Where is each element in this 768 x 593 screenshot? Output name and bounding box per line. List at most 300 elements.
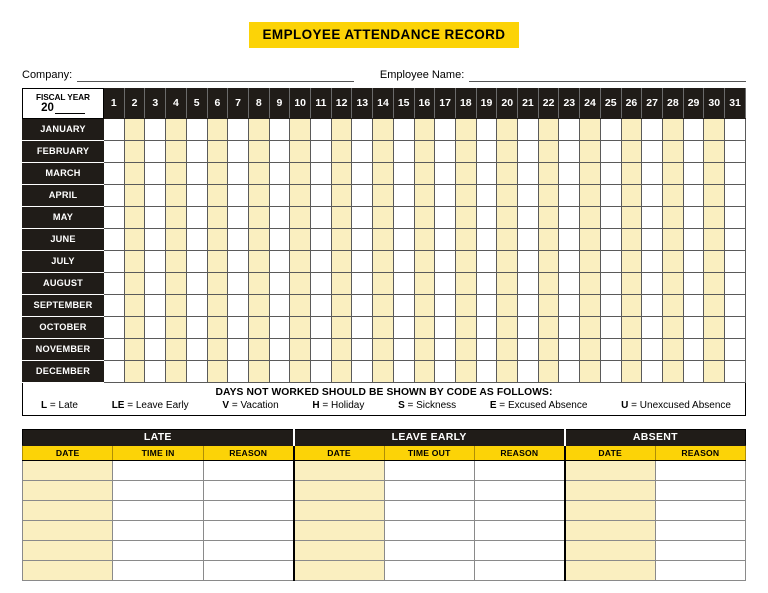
attendance-cell[interactable] (538, 272, 559, 294)
attendance-cell[interactable] (538, 184, 559, 206)
attendance-cell[interactable] (600, 140, 621, 162)
attendance-cell[interactable] (331, 184, 352, 206)
attendance-cell[interactable] (104, 140, 125, 162)
attendance-cell[interactable] (621, 360, 642, 382)
attendance-cell[interactable] (104, 338, 125, 360)
attendance-cell[interactable] (538, 250, 559, 272)
detail-cell[interactable] (474, 500, 564, 520)
attendance-cell[interactable] (311, 338, 332, 360)
attendance-cell[interactable] (642, 228, 663, 250)
attendance-cell[interactable] (331, 228, 352, 250)
attendance-cell[interactable] (704, 140, 725, 162)
attendance-cell[interactable] (621, 272, 642, 294)
attendance-cell[interactable] (683, 118, 704, 140)
detail-cell[interactable] (23, 460, 113, 480)
detail-cell[interactable] (474, 560, 564, 580)
attendance-cell[interactable] (228, 250, 249, 272)
attendance-cell[interactable] (538, 140, 559, 162)
attendance-cell[interactable] (476, 162, 497, 184)
attendance-cell[interactable] (455, 206, 476, 228)
attendance-cell[interactable] (642, 250, 663, 272)
attendance-cell[interactable] (662, 316, 683, 338)
attendance-cell[interactable] (455, 360, 476, 382)
attendance-cell[interactable] (580, 316, 601, 338)
attendance-cell[interactable] (435, 118, 456, 140)
attendance-cell[interactable] (704, 294, 725, 316)
attendance-cell[interactable] (166, 316, 187, 338)
attendance-cell[interactable] (124, 184, 145, 206)
attendance-cell[interactable] (145, 294, 166, 316)
detail-cell[interactable] (384, 460, 474, 480)
attendance-cell[interactable] (497, 206, 518, 228)
attendance-cell[interactable] (497, 338, 518, 360)
detail-cell[interactable] (384, 500, 474, 520)
detail-cell[interactable] (294, 500, 384, 520)
detail-cell[interactable] (565, 460, 655, 480)
attendance-cell[interactable] (186, 316, 207, 338)
attendance-cell[interactable] (124, 294, 145, 316)
attendance-cell[interactable] (455, 228, 476, 250)
attendance-cell[interactable] (104, 162, 125, 184)
attendance-cell[interactable] (580, 140, 601, 162)
attendance-cell[interactable] (435, 228, 456, 250)
attendance-cell[interactable] (642, 360, 663, 382)
attendance-cell[interactable] (228, 272, 249, 294)
attendance-cell[interactable] (662, 118, 683, 140)
attendance-cell[interactable] (518, 316, 539, 338)
attendance-cell[interactable] (662, 338, 683, 360)
attendance-cell[interactable] (559, 206, 580, 228)
attendance-cell[interactable] (124, 140, 145, 162)
fiscal-year-cell[interactable] (23, 88, 104, 118)
attendance-cell[interactable] (124, 228, 145, 250)
attendance-cell[interactable] (166, 250, 187, 272)
attendance-cell[interactable] (166, 338, 187, 360)
attendance-cell[interactable] (518, 228, 539, 250)
attendance-cell[interactable] (373, 162, 394, 184)
fiscal-year-entry[interactable] (24, 102, 102, 114)
attendance-cell[interactable] (414, 118, 435, 140)
attendance-cell[interactable] (683, 338, 704, 360)
attendance-cell[interactable] (704, 272, 725, 294)
attendance-cell[interactable] (352, 338, 373, 360)
attendance-cell[interactable] (435, 316, 456, 338)
detail-cell[interactable] (384, 540, 474, 560)
attendance-cell[interactable] (559, 250, 580, 272)
attendance-cell[interactable] (269, 228, 290, 250)
attendance-cell[interactable] (435, 272, 456, 294)
attendance-cell[interactable] (476, 294, 497, 316)
attendance-cell[interactable] (725, 316, 746, 338)
attendance-cell[interactable] (186, 118, 207, 140)
attendance-cell[interactable] (373, 360, 394, 382)
detail-cell[interactable] (113, 560, 203, 580)
attendance-cell[interactable] (580, 118, 601, 140)
attendance-cell[interactable] (518, 206, 539, 228)
attendance-cell[interactable] (725, 140, 746, 162)
attendance-cell[interactable] (290, 162, 311, 184)
attendance-cell[interactable] (352, 316, 373, 338)
attendance-cell[interactable] (414, 294, 435, 316)
attendance-cell[interactable] (104, 184, 125, 206)
attendance-cell[interactable] (414, 228, 435, 250)
attendance-cell[interactable] (600, 338, 621, 360)
attendance-cell[interactable] (124, 162, 145, 184)
attendance-cell[interactable] (600, 184, 621, 206)
attendance-cell[interactable] (145, 360, 166, 382)
detail-cell[interactable] (384, 560, 474, 580)
attendance-cell[interactable] (725, 228, 746, 250)
attendance-cell[interactable] (248, 338, 269, 360)
attendance-cell[interactable] (704, 184, 725, 206)
attendance-cell[interactable] (104, 316, 125, 338)
attendance-cell[interactable] (704, 360, 725, 382)
attendance-cell[interactable] (518, 162, 539, 184)
attendance-cell[interactable] (311, 118, 332, 140)
detail-cell[interactable] (294, 520, 384, 540)
attendance-cell[interactable] (352, 360, 373, 382)
attendance-cell[interactable] (725, 272, 746, 294)
attendance-cell[interactable] (373, 184, 394, 206)
attendance-cell[interactable] (704, 250, 725, 272)
attendance-cell[interactable] (621, 118, 642, 140)
attendance-cell[interactable] (248, 140, 269, 162)
attendance-cell[interactable] (248, 118, 269, 140)
attendance-cell[interactable] (393, 338, 414, 360)
attendance-cell[interactable] (662, 184, 683, 206)
attendance-cell[interactable] (124, 250, 145, 272)
attendance-cell[interactable] (497, 162, 518, 184)
attendance-cell[interactable] (145, 162, 166, 184)
attendance-cell[interactable] (559, 316, 580, 338)
attendance-cell[interactable] (662, 228, 683, 250)
detail-cell[interactable] (565, 560, 655, 580)
attendance-cell[interactable] (124, 316, 145, 338)
attendance-cell[interactable] (373, 118, 394, 140)
attendance-cell[interactable] (248, 184, 269, 206)
attendance-cell[interactable] (104, 360, 125, 382)
attendance-cell[interactable] (186, 184, 207, 206)
attendance-cell[interactable] (311, 360, 332, 382)
attendance-cell[interactable] (145, 118, 166, 140)
detail-cell[interactable] (294, 480, 384, 500)
attendance-cell[interactable] (290, 140, 311, 162)
attendance-cell[interactable] (331, 206, 352, 228)
attendance-cell[interactable] (290, 250, 311, 272)
detail-cell[interactable] (23, 520, 113, 540)
detail-cell[interactable] (384, 480, 474, 500)
attendance-cell[interactable] (621, 294, 642, 316)
attendance-cell[interactable] (580, 206, 601, 228)
detail-cell[interactable] (294, 540, 384, 560)
attendance-cell[interactable] (518, 272, 539, 294)
attendance-cell[interactable] (290, 184, 311, 206)
attendance-cell[interactable] (124, 206, 145, 228)
attendance-cell[interactable] (497, 294, 518, 316)
attendance-cell[interactable] (393, 206, 414, 228)
attendance-cell[interactable] (248, 360, 269, 382)
detail-cell[interactable] (565, 520, 655, 540)
attendance-cell[interactable] (124, 272, 145, 294)
attendance-cell[interactable] (559, 272, 580, 294)
attendance-cell[interactable] (725, 184, 746, 206)
detail-cell[interactable] (294, 460, 384, 480)
attendance-cell[interactable] (269, 118, 290, 140)
attendance-cell[interactable] (518, 294, 539, 316)
attendance-cell[interactable] (683, 272, 704, 294)
attendance-cell[interactable] (352, 140, 373, 162)
attendance-cell[interactable] (725, 338, 746, 360)
attendance-cell[interactable] (497, 228, 518, 250)
attendance-cell[interactable] (435, 294, 456, 316)
attendance-cell[interactable] (269, 206, 290, 228)
detail-cell[interactable] (474, 480, 564, 500)
attendance-cell[interactable] (373, 206, 394, 228)
attendance-cell[interactable] (331, 360, 352, 382)
attendance-cell[interactable] (518, 250, 539, 272)
attendance-cell[interactable] (497, 250, 518, 272)
attendance-cell[interactable] (580, 228, 601, 250)
attendance-cell[interactable] (621, 184, 642, 206)
attendance-cell[interactable] (497, 118, 518, 140)
attendance-cell[interactable] (331, 250, 352, 272)
detail-cell[interactable] (23, 480, 113, 500)
attendance-cell[interactable] (207, 338, 228, 360)
attendance-cell[interactable] (269, 316, 290, 338)
attendance-cell[interactable] (704, 206, 725, 228)
attendance-cell[interactable] (166, 228, 187, 250)
attendance-cell[interactable] (290, 272, 311, 294)
attendance-cell[interactable] (725, 294, 746, 316)
attendance-cell[interactable] (186, 140, 207, 162)
attendance-cell[interactable] (248, 250, 269, 272)
detail-cell[interactable] (565, 500, 655, 520)
attendance-cell[interactable] (145, 228, 166, 250)
detail-cell[interactable] (113, 480, 203, 500)
attendance-cell[interactable] (559, 360, 580, 382)
attendance-cell[interactable] (662, 206, 683, 228)
detail-cell[interactable] (294, 560, 384, 580)
attendance-cell[interactable] (352, 228, 373, 250)
attendance-cell[interactable] (207, 272, 228, 294)
attendance-cell[interactable] (207, 162, 228, 184)
attendance-cell[interactable] (269, 140, 290, 162)
attendance-cell[interactable] (621, 162, 642, 184)
attendance-cell[interactable] (166, 162, 187, 184)
attendance-cell[interactable] (600, 250, 621, 272)
attendance-cell[interactable] (683, 316, 704, 338)
attendance-cell[interactable] (642, 294, 663, 316)
detail-cell[interactable] (655, 540, 745, 560)
attendance-cell[interactable] (269, 338, 290, 360)
attendance-cell[interactable] (455, 184, 476, 206)
attendance-cell[interactable] (145, 338, 166, 360)
attendance-cell[interactable] (725, 162, 746, 184)
attendance-cell[interactable] (393, 272, 414, 294)
attendance-cell[interactable] (248, 206, 269, 228)
attendance-cell[interactable] (393, 162, 414, 184)
attendance-cell[interactable] (559, 228, 580, 250)
attendance-cell[interactable] (621, 316, 642, 338)
attendance-cell[interactable] (124, 338, 145, 360)
attendance-cell[interactable] (207, 316, 228, 338)
attendance-cell[interactable] (600, 118, 621, 140)
attendance-cell[interactable] (683, 184, 704, 206)
detail-cell[interactable] (655, 560, 745, 580)
attendance-cell[interactable] (414, 206, 435, 228)
attendance-cell[interactable] (269, 360, 290, 382)
attendance-cell[interactable] (455, 272, 476, 294)
attendance-cell[interactable] (331, 118, 352, 140)
attendance-cell[interactable] (104, 118, 125, 140)
attendance-cell[interactable] (166, 118, 187, 140)
attendance-cell[interactable] (683, 294, 704, 316)
attendance-cell[interactable] (207, 206, 228, 228)
attendance-cell[interactable] (642, 272, 663, 294)
attendance-cell[interactable] (455, 294, 476, 316)
attendance-cell[interactable] (186, 206, 207, 228)
attendance-cell[interactable] (290, 338, 311, 360)
attendance-cell[interactable] (186, 360, 207, 382)
attendance-cell[interactable] (145, 206, 166, 228)
attendance-cell[interactable] (248, 294, 269, 316)
attendance-cell[interactable] (186, 162, 207, 184)
attendance-cell[interactable] (476, 316, 497, 338)
attendance-cell[interactable] (476, 184, 497, 206)
attendance-cell[interactable] (538, 228, 559, 250)
attendance-cell[interactable] (331, 140, 352, 162)
detail-cell[interactable] (655, 460, 745, 480)
attendance-cell[interactable] (248, 228, 269, 250)
attendance-cell[interactable] (311, 294, 332, 316)
attendance-cell[interactable] (580, 338, 601, 360)
attendance-cell[interactable] (683, 360, 704, 382)
attendance-cell[interactable] (435, 206, 456, 228)
attendance-cell[interactable] (518, 118, 539, 140)
attendance-cell[interactable] (228, 294, 249, 316)
attendance-cell[interactable] (352, 294, 373, 316)
detail-cell[interactable] (203, 480, 293, 500)
attendance-cell[interactable] (580, 294, 601, 316)
detail-cell[interactable] (113, 500, 203, 520)
attendance-cell[interactable] (269, 294, 290, 316)
attendance-cell[interactable] (104, 206, 125, 228)
attendance-cell[interactable] (497, 360, 518, 382)
attendance-cell[interactable] (455, 140, 476, 162)
attendance-cell[interactable] (207, 118, 228, 140)
attendance-cell[interactable] (476, 118, 497, 140)
attendance-cell[interactable] (269, 272, 290, 294)
attendance-cell[interactable] (393, 140, 414, 162)
attendance-cell[interactable] (621, 338, 642, 360)
attendance-cell[interactable] (269, 162, 290, 184)
attendance-cell[interactable] (435, 140, 456, 162)
attendance-cell[interactable] (642, 316, 663, 338)
attendance-cell[interactable] (455, 118, 476, 140)
attendance-cell[interactable] (393, 360, 414, 382)
attendance-cell[interactable] (104, 272, 125, 294)
attendance-cell[interactable] (228, 184, 249, 206)
attendance-cell[interactable] (642, 206, 663, 228)
attendance-cell[interactable] (642, 118, 663, 140)
attendance-cell[interactable] (642, 184, 663, 206)
attendance-cell[interactable] (497, 184, 518, 206)
attendance-cell[interactable] (393, 228, 414, 250)
attendance-cell[interactable] (393, 118, 414, 140)
attendance-cell[interactable] (704, 338, 725, 360)
attendance-cell[interactable] (228, 360, 249, 382)
attendance-cell[interactable] (518, 338, 539, 360)
attendance-cell[interactable] (311, 206, 332, 228)
detail-cell[interactable] (23, 500, 113, 520)
attendance-cell[interactable] (373, 140, 394, 162)
attendance-cell[interactable] (435, 338, 456, 360)
detail-cell[interactable] (23, 540, 113, 560)
fiscal-year-blank[interactable] (55, 102, 85, 114)
attendance-cell[interactable] (124, 118, 145, 140)
attendance-cell[interactable] (518, 360, 539, 382)
attendance-cell[interactable] (311, 272, 332, 294)
detail-cell[interactable] (203, 520, 293, 540)
detail-cell[interactable] (203, 500, 293, 520)
attendance-cell[interactable] (207, 140, 228, 162)
attendance-cell[interactable] (207, 294, 228, 316)
attendance-cell[interactable] (414, 140, 435, 162)
attendance-cell[interactable] (290, 118, 311, 140)
detail-cell[interactable] (474, 520, 564, 540)
attendance-cell[interactable] (559, 162, 580, 184)
attendance-cell[interactable] (662, 162, 683, 184)
attendance-cell[interactable] (621, 250, 642, 272)
attendance-cell[interactable] (683, 162, 704, 184)
attendance-cell[interactable] (331, 294, 352, 316)
attendance-cell[interactable] (290, 316, 311, 338)
attendance-cell[interactable] (145, 140, 166, 162)
attendance-cell[interactable] (414, 338, 435, 360)
attendance-cell[interactable] (683, 228, 704, 250)
attendance-cell[interactable] (352, 118, 373, 140)
attendance-cell[interactable] (538, 316, 559, 338)
attendance-cell[interactable] (352, 184, 373, 206)
attendance-cell[interactable] (207, 184, 228, 206)
attendance-cell[interactable] (600, 316, 621, 338)
attendance-cell[interactable] (228, 228, 249, 250)
attendance-cell[interactable] (600, 272, 621, 294)
attendance-cell[interactable] (435, 360, 456, 382)
attendance-cell[interactable] (683, 140, 704, 162)
attendance-cell[interactable] (476, 250, 497, 272)
attendance-cell[interactable] (621, 140, 642, 162)
attendance-cell[interactable] (621, 206, 642, 228)
detail-cell[interactable] (113, 520, 203, 540)
attendance-cell[interactable] (538, 294, 559, 316)
attendance-cell[interactable] (166, 360, 187, 382)
attendance-cell[interactable] (145, 250, 166, 272)
attendance-cell[interactable] (352, 272, 373, 294)
detail-cell[interactable] (565, 540, 655, 560)
attendance-cell[interactable] (435, 184, 456, 206)
attendance-cell[interactable] (435, 250, 456, 272)
attendance-cell[interactable] (207, 360, 228, 382)
attendance-cell[interactable] (642, 140, 663, 162)
attendance-cell[interactable] (600, 294, 621, 316)
detail-cell[interactable] (655, 500, 745, 520)
attendance-cell[interactable] (725, 118, 746, 140)
attendance-cell[interactable] (248, 272, 269, 294)
attendance-cell[interactable] (725, 250, 746, 272)
attendance-cell[interactable] (497, 316, 518, 338)
attendance-cell[interactable] (538, 206, 559, 228)
